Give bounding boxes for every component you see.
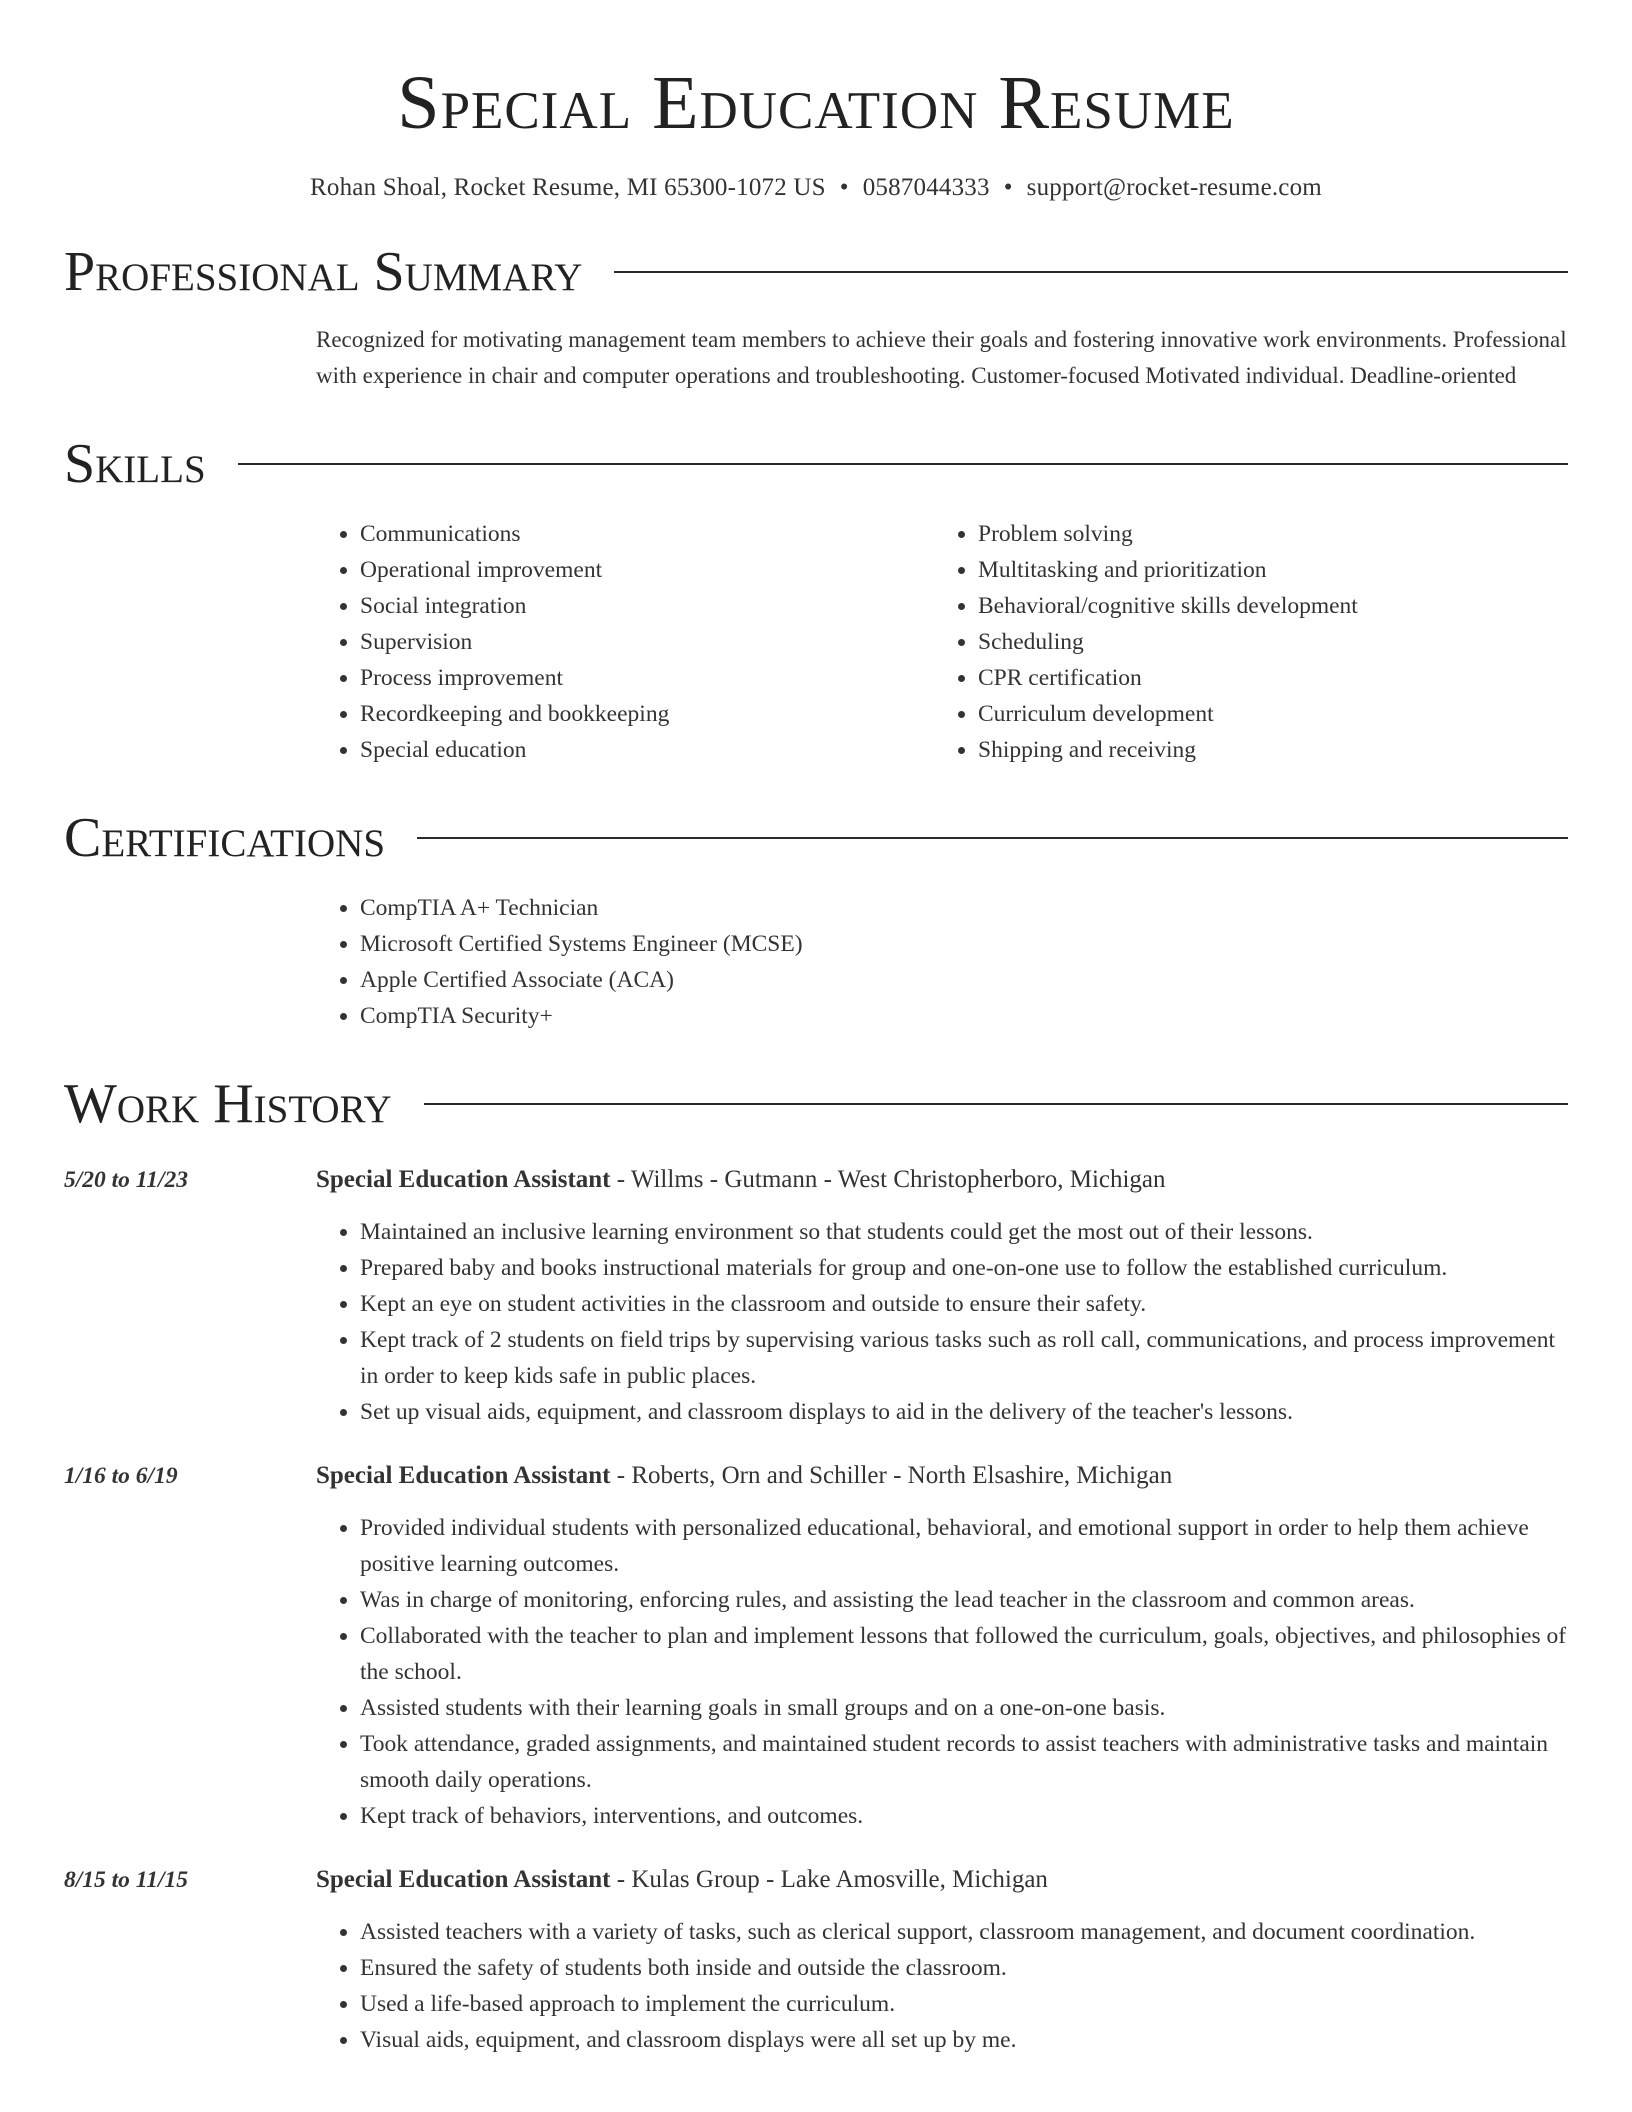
skill-item: • Process improvement: [360, 660, 934, 696]
job-bullet: • Visual aids, equipment, and classroom displays were all set up by me.: [360, 2022, 1568, 2058]
job-title: Special Education Assistant: [316, 1166, 611, 1193]
job-bullet: • Assisted students with their learning goals in small groups and on a one-on-one basis.: [360, 1690, 1568, 1726]
skill-item: • Recordkeeping and bookkeeping: [360, 696, 934, 732]
certifications-list: [316, 890, 1568, 1034]
section-divider: [424, 1103, 1568, 1105]
job-entry: [64, 1162, 1568, 1430]
section-divider: [614, 271, 1568, 273]
summary-heading: Professional Summary: [64, 241, 583, 303]
job-entry: [64, 1458, 1568, 1834]
job-header: [316, 1162, 1568, 1198]
contact-separator: •: [1003, 174, 1013, 201]
job-bullet: • Prepared baby and books instructional materials for group and one-on-one use to follow the established curriculum.: [360, 1250, 1568, 1286]
skill-item: • Multitasking and prioritization: [978, 552, 1568, 588]
skill-item: • Operational improvement: [360, 552, 934, 588]
certifications-header: [64, 808, 1568, 868]
job-bullet: • Kept track of behaviors, interventions, and outcomes.: [360, 1798, 1568, 1834]
certification-item: • Apple Certified Associate (ACA): [360, 962, 1568, 998]
job-title: Special Education Assistant: [316, 1462, 611, 1489]
job-bullet: • Was in charge of monitoring, enforcing rules, and assisting the lead teacher in the classroom and common areas.: [360, 1582, 1568, 1618]
skills-list-right: [934, 516, 1568, 768]
summary-header: [64, 242, 1568, 302]
work-history-section: [64, 1074, 1568, 2058]
job-bullet: • Provided individual students with personalized educational, behavioral, and emotional support in order to help them achieve positive learning outcomes.: [360, 1510, 1568, 1582]
skills-list-left: [316, 516, 934, 768]
skill-item: • Curriculum development: [978, 696, 1568, 732]
skill-item: • Behavioral/cognitive skills development: [978, 588, 1568, 624]
certifications-block: [316, 890, 1568, 1034]
section-divider: [417, 837, 1568, 839]
job-bullet: • Ensured the safety of students both inside and outside the classroom.: [360, 1950, 1568, 1986]
job-company: - Kulas Group - Lake Amosville, Michigan: [610, 1866, 1048, 1893]
skills-heading: Skills: [64, 433, 206, 495]
certifications-section: [64, 808, 1568, 1034]
section-divider: [238, 463, 1568, 465]
contact-phone: 0587044333: [862, 174, 990, 201]
skill-item: • Special education: [360, 732, 934, 768]
job-bullets: [316, 1214, 1568, 1430]
job-dates: 1/16 to 6/19: [64, 1463, 178, 1489]
job-header: [316, 1458, 1568, 1494]
skill-item: • Social integration: [360, 588, 934, 624]
job-bullet: • Used a life-based approach to implement the curriculum.: [360, 1986, 1568, 2022]
skill-item: • Problem solving: [978, 516, 1568, 552]
skill-item: • CPR certification: [978, 660, 1568, 696]
skill-item: • Scheduling: [978, 624, 1568, 660]
job-bullets: [316, 1510, 1568, 1834]
contact-email: support@rocket-resume.com: [1026, 174, 1322, 201]
contact-separator: •: [839, 174, 849, 201]
job-bullet: • Assisted teachers with a variety of tasks, such as clerical support, classroom management, and document coordination.: [360, 1914, 1568, 1950]
skill-item: • Shipping and receiving: [978, 732, 1568, 768]
skills-section: [64, 434, 1568, 768]
skills-grid: [316, 516, 1568, 768]
summary-text: Recognized for motivating management team members to achieve their goals and fostering innovative work environments. Professional with experience in chair and computer operations and troubleshooting. Customer-focused Motivated individual. Deadline-oriented: [316, 327, 1567, 388]
work-history-header: [64, 1074, 1568, 1134]
job-bullet: • Set up visual aids, equipment, and classroom displays to aid in the delivery of the teacher's lessons.: [360, 1394, 1568, 1430]
job-dates: 5/20 to 11/23: [64, 1167, 189, 1193]
certification-item: • Microsoft Certified Systems Engineer (MCSE): [360, 926, 1568, 962]
job-header: [316, 1862, 1568, 1898]
job-entry: [64, 1862, 1568, 2058]
contact-address: Rohan Shoal, Rocket Resume, MI 65300-1072 US: [310, 174, 826, 201]
job-bullets: [316, 1914, 1568, 2058]
job-bullet: • Took attendance, graded assignments, and maintained student records to assist teachers with administrative tasks and maintain smooth daily operations.: [360, 1726, 1568, 1798]
job-details: [316, 1162, 1568, 1430]
job-bullet: • Kept an eye on student activities in the classroom and outside to ensure their safety.: [360, 1286, 1568, 1322]
job-bullet: • Collaborated with the teacher to plan and implement lessons that followed the curriculum, goals, objectives, and philosophies of the school.: [360, 1618, 1568, 1690]
job-company: - Roberts, Orn and Schiller - North Elsashire, Michigan: [610, 1462, 1173, 1489]
skill-item: • Supervision: [360, 624, 934, 660]
job-details: [316, 1458, 1568, 1834]
contact-line: [0, 174, 1632, 202]
certification-item: • CompTIA Security+: [360, 998, 1568, 1034]
skill-item: • Communications: [360, 516, 934, 552]
resume-title: Special Education Resume: [397, 61, 1235, 145]
job-bullet: • Kept track of 2 students on field trips by supervising various tasks such as roll call, communications, and process improvement in order to keep kids safe in public places.: [360, 1322, 1568, 1394]
job-bullet: • Maintained an inclusive learning environment so that students could get the most out of their lessons.: [360, 1214, 1568, 1250]
job-title: Special Education Assistant: [316, 1866, 611, 1893]
skills-header: [64, 434, 1568, 494]
job-details: [316, 1862, 1568, 2058]
summary-section: [64, 242, 1568, 394]
work-history-heading: Work History: [64, 1073, 392, 1135]
job-company: - Willms - Gutmann - West Christopherboro, Michigan: [610, 1166, 1166, 1193]
certifications-heading: Certifications: [64, 807, 386, 869]
job-dates: 8/15 to 11/15: [64, 1867, 189, 1893]
certification-item: • CompTIA A+ Technician: [360, 890, 1568, 926]
